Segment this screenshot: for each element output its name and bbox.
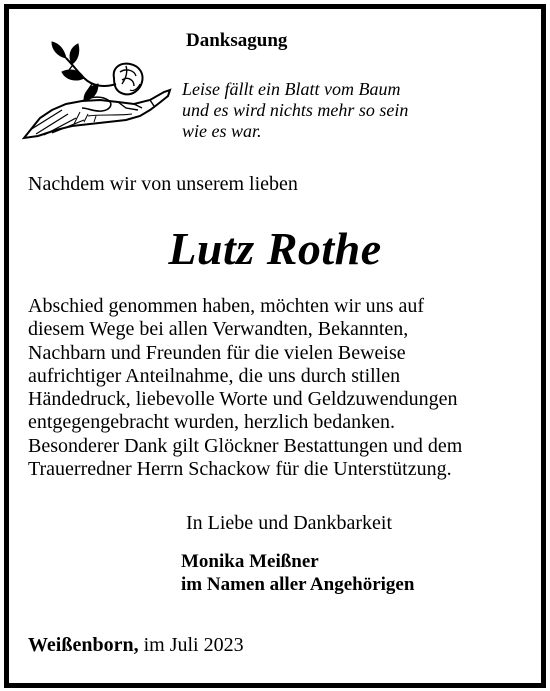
body-line: Besonderer Dank gilt Glöckner Bestattungen und dem — [28, 434, 463, 457]
hand-with-rose-icon — [22, 38, 174, 140]
signer-note: im Namen aller Angehörigen — [181, 574, 415, 595]
place-name: Weißenborn, — [28, 634, 139, 656]
poem-line: Leise fällt ein Blatt vom Baum — [182, 79, 401, 99]
deceased-name: Lutz Rothe — [168, 223, 382, 274]
body-line: aufrichtiger Anteilnahme, die uns durch stillen — [28, 364, 401, 387]
body-paragraph — [28, 295, 528, 481]
body-line: Abschied genommen haben, möchten wir uns auf — [28, 295, 425, 317]
body-line: diesem Wege bei allen Verwandten, Bekannten, — [28, 318, 409, 341]
body-line: entgegengebracht wurden, herzlich bedanken. — [28, 411, 396, 434]
place-date-line — [28, 634, 244, 657]
heading-title: Danksagung — [186, 30, 288, 51]
signers-block — [181, 550, 414, 596]
intro-line: Nachdem wir von unserem lieben — [28, 173, 298, 195]
closing-line: In Liebe und Dankbarkeit — [186, 512, 393, 534]
poem-line: wie es war. — [182, 121, 262, 141]
body-line: Trauerredner Herrn Schackow für die Unterstützung. — [28, 458, 452, 481]
signer-name: Monika Meißner — [181, 551, 319, 572]
poem-verse — [182, 79, 408, 142]
poem-line: und es wird nichts mehr so sein — [182, 100, 409, 120]
date-text: im Juli 2023 — [143, 634, 244, 656]
body-line: Händedruck, liebevolle Worte und Geldzuwendungen — [28, 388, 458, 411]
body-line: Nachbarn und Freunden für die vielen Beweise — [28, 341, 406, 364]
